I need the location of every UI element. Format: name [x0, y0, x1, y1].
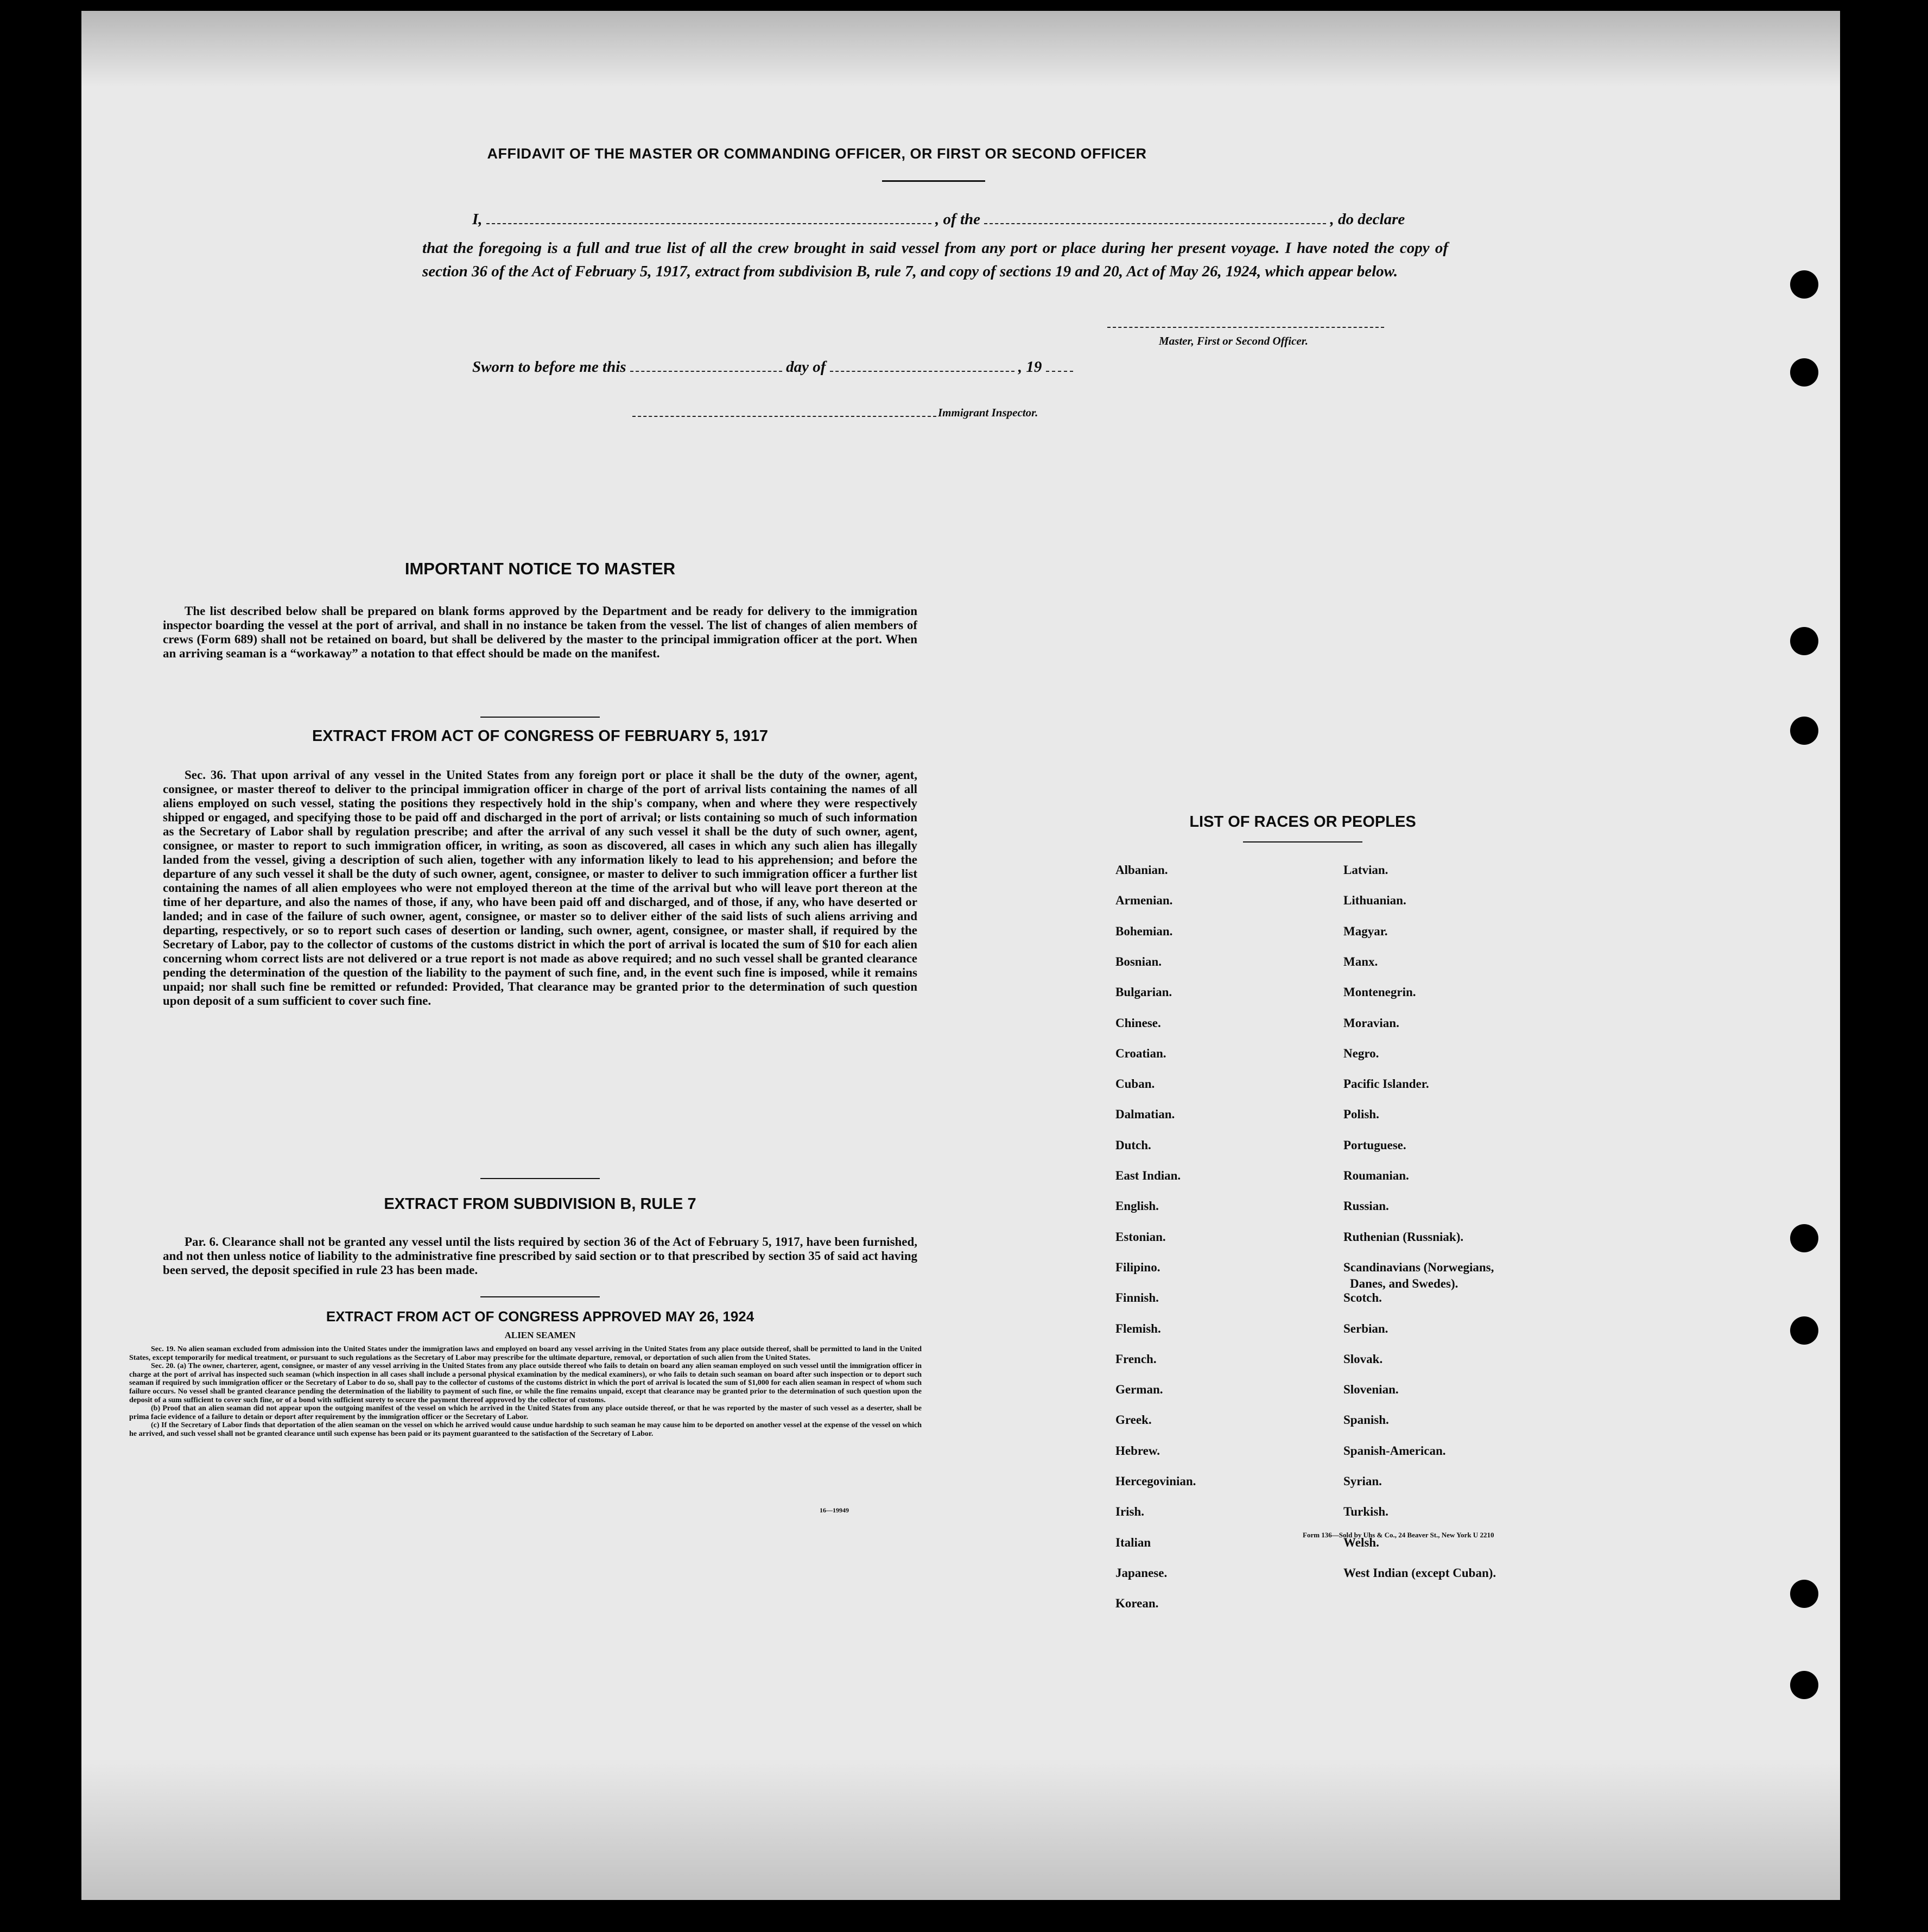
- punch-hole: [1790, 1671, 1818, 1699]
- extract-rule7-title: EXTRACT FROM SUBDIVISION B, RULE 7: [384, 1195, 696, 1213]
- race-item: West Indian (except Cuban).: [1343, 1566, 1496, 1580]
- race-item: English.: [1115, 1199, 1159, 1213]
- race-item: Pacific Islander.: [1343, 1077, 1429, 1091]
- races-divider: [1243, 841, 1362, 843]
- race-item: Dalmatian.: [1115, 1107, 1175, 1122]
- race-item: Syrian.: [1343, 1474, 1382, 1488]
- race-item: Portuguese.: [1343, 1138, 1406, 1152]
- scan-shadow-top: [81, 11, 1840, 87]
- race-item: Chinese.: [1115, 1016, 1161, 1030]
- race-item: Danes, and Swedes).: [1350, 1276, 1458, 1290]
- race-item: Flemish.: [1115, 1321, 1161, 1335]
- notice-text: The list described below shall be prepared on blank forms approved by the Department and be ready for delivery to the immigration inspector boarding the vessel at the port of arrival, and shall in no instance be taken from the vessel. The list of changes of alien members of crews (Form 689) shall not be retained on board, but shall be delivered by the master to the principal immigration officer at the port. When an arriving seaman is a “workaway” a notation to that effect should be made on the manifest.: [163, 604, 917, 660]
- extract-1924-title: EXTRACT FROM ACT OF CONGRESS APPROVED MAY 26, 1924: [326, 1308, 754, 1325]
- race-item: German.: [1115, 1383, 1163, 1397]
- race-item: Bosnian.: [1115, 954, 1162, 968]
- race-item: Ruthenian (Russniak).: [1343, 1230, 1464, 1244]
- form-note: Form 136—Sold by Uhs & Co., 24 Beaver St., New York U 2210: [1303, 1531, 1494, 1539]
- race-item: Montenegrin.: [1343, 985, 1416, 999]
- race-item: Italian: [1115, 1535, 1151, 1549]
- inspector-signature-blank[interactable]: [632, 416, 936, 417]
- title-divider: [882, 180, 985, 182]
- race-item: Slovenian.: [1343, 1383, 1399, 1397]
- race-item: Armenian.: [1115, 894, 1173, 908]
- sec-20b-text: (b) Proof that an alien seaman did not appear upon the outgoing manifest of the vessel on which he arrived in the United States from any place outside thereof, or that he was reported by the master of such vessel as a deserter, shall be prima facie evidence of a failure to detain or deport after requirement by the immigration officer or the Secretary of Labor.: [129, 1404, 922, 1421]
- race-item: Scotch.: [1343, 1291, 1382, 1305]
- race-item: Lithuanian.: [1343, 894, 1406, 908]
- race-item: Japanese.: [1115, 1566, 1168, 1580]
- sworn-year-blank[interactable]: [1046, 361, 1073, 372]
- race-item: French.: [1115, 1352, 1157, 1366]
- sworn-day-blank[interactable]: [630, 361, 782, 372]
- punch-hole: [1790, 1224, 1818, 1252]
- affidavit-title: AFFIDAVIT OF THE MASTER OR COMMANDING OFFICER, OR FIRST OR SECOND OFFICER: [487, 145, 1147, 162]
- affidavit-declaration-line: [472, 211, 1405, 229]
- affidavit-of-the-label: , of the: [935, 211, 981, 228]
- race-item: Turkish.: [1343, 1505, 1388, 1519]
- race-item: Hercegovinian.: [1115, 1474, 1196, 1488]
- race-item: Cuban.: [1115, 1077, 1155, 1091]
- notice-title: IMPORTANT NOTICE TO MASTER: [404, 559, 676, 578]
- race-item: Irish.: [1115, 1505, 1145, 1519]
- race-item: Bulgarian.: [1115, 985, 1172, 999]
- race-item: Croatian.: [1115, 1046, 1166, 1060]
- race-item: Spanish-American.: [1343, 1443, 1446, 1458]
- affidavit-i-label: I,: [472, 211, 483, 228]
- extract-1924-subtitle: ALIEN SEAMEN: [504, 1330, 576, 1340]
- sec-20a-text: Sec. 20. (a) The owner, charterer, agent, consignee, or master of any vessel arriving in the United States from any place outside thereof who fails to detain on board any alien seaman employed on such vessel until the immigration officer in charge at the port of arrival has inspected such seaman (which inspection in all cases shall include a personal physical examination by the medical examiners), or who fails to detain such seaman on board after such inspection or to deport such seaman if required by such immigration officer or the Secretary of Labor to do so, shall pay to the collector of customs of the customs district in which the port of arrival is located the sum of $1,000 for each alien seaman in respect of whom such failure occurs. No vessel shall be granted clearance pending the determination of the liability to payment of such fine, or while the fine remains unpaid, except that clearance may be granted prior to the determination of such question upon the deposit of a sum sufficient to cover such fine, or of a bond with sufficient surety to secure the payment thereof approved by the collector of customs.: [129, 1362, 922, 1404]
- extract-1917-text: Sec. 36. That upon arrival of any vessel in the United States from any foreign port or place it shall be the duty of the owner, agent, consignee, or master thereof to deliver to the principal immigration officer in charge of the port of arrival lists containing the names of all aliens employed on such vessel, stating the positions they respectively hold in the ship's company, when and where they were respectively shipped or engaged, and specifying those to be paid off and discharged in the port of arrival; or lists containing so much of such information as the Secretary of Labor shall by regulation prescribe; and after the arrival of any such vessel it shall be the duty of such owner, agent, consignee, or master to report to such immigration officer, in writing, as soon as discovered, all cases in which any such alien has illegally landed from the vessel, giving a description of such alien, together with any information likely to lead to his apprehension; and before the departure of any such vessel it shall be the duty of such owner, agent, consignee, or master to deliver to such immigration officer a further list containing the names of all alien employees who were not employed thereon at the time of the arrival but who will leave port thereon at the time of her departure, and also the names of those, if any, who have been paid off and discharged, and of those, if any, who have deserted or landed; and in case of the failure of such owner, agent, consignee, or master so to deliver either of the said lists of such aliens arriving and departing, respectively, or so to report such cases of desertion or landing, such owner, agent, consignee, or master shall, if required by the Secretary of Labor, pay to the collector of customs of the customs district in which the port of arrival is located the sum of $10 for each alien concerning whom correct lists are not delivered or a true report is not made as above required; and no such vessel shall be granted clearance pending the determination of the question of the liability to the payment of such fine, and, in the event such fine is imposed, while it remains unpaid; nor shall such fine be remitted or refunded: Provided, That clearance may be granted prior to the determination of such question upon deposit of a sum sufficient to cover such fine.: [163, 768, 917, 1008]
- affidavit-paragraph: that the foregoing is a full and true list of all the crew brought in said vessel from any port or place during her present voyage. I have noted the copy of section 36 of the Act of February 5, 1917, extract from subdivision B, rule 7, and copy of sections 19 and 20, Act of May 26, 1924, which appear below.: [422, 239, 1448, 280]
- race-item: Manx.: [1343, 954, 1378, 968]
- race-item: Korean.: [1115, 1597, 1159, 1611]
- race-item: Hebrew.: [1115, 1443, 1160, 1458]
- form-page: [81, 11, 1840, 1900]
- race-item: Latvian.: [1343, 863, 1388, 877]
- punch-hole: [1790, 627, 1818, 655]
- race-item: Greek.: [1115, 1413, 1152, 1427]
- scan-shadow-bottom: [81, 1759, 1840, 1900]
- race-item: Spanish.: [1343, 1413, 1389, 1427]
- master-caption: Master, First or Second Officer.: [1159, 334, 1308, 347]
- punch-hole: [1790, 717, 1818, 745]
- sworn-day-label: day of: [786, 358, 826, 376]
- race-item: Moravian.: [1343, 1016, 1399, 1030]
- race-item: Bohemian.: [1115, 924, 1173, 938]
- punch-hole: [1790, 1316, 1818, 1345]
- extract-rule7-text: Par. 6. Clearance shall not be granted any vessel until the lists required by section 36 of the Act of February 5, 1917, have been furnished, and not then unless notice of liability to the administrative fine prescribed by said section or to that prescribed by section 35 of said act having been served, the deposit specified in rule 23 has been made.: [163, 1235, 917, 1277]
- sworn-month-blank[interactable]: [830, 361, 1014, 372]
- sworn-prefix: Sworn to before me this: [472, 358, 626, 376]
- vessel-blank[interactable]: [984, 213, 1326, 224]
- sworn-year-label: , 19: [1018, 358, 1042, 376]
- section-divider: [480, 1178, 600, 1179]
- extract-1924-body: [129, 1345, 922, 1439]
- race-item: Negro.: [1343, 1046, 1379, 1060]
- inspector-caption: Immigrant Inspector.: [938, 406, 1038, 419]
- extract-1917-title: EXTRACT FROM ACT OF CONGRESS OF FEBRUARY 5, 1917: [312, 727, 769, 745]
- punch-hole: [1790, 270, 1818, 299]
- race-item: Dutch.: [1115, 1138, 1151, 1152]
- section-divider: [480, 1296, 600, 1297]
- race-item: Filipino.: [1115, 1260, 1160, 1274]
- race-item: Welsh.: [1343, 1535, 1379, 1549]
- race-item: Polish.: [1343, 1107, 1379, 1122]
- name-blank[interactable]: [486, 213, 931, 224]
- race-item: Scandinavians (Norwegians,: [1343, 1260, 1494, 1274]
- race-item: Roumanian.: [1343, 1169, 1409, 1182]
- affidavit-declare-label: , do declare: [1330, 211, 1405, 228]
- race-item: East Indian.: [1115, 1169, 1181, 1182]
- race-item: Serbian.: [1343, 1321, 1388, 1335]
- races-title: LIST OF RACES OR PEOPLES: [1189, 813, 1416, 831]
- section-divider: [480, 717, 600, 718]
- sec-20c-text: (c) If the Secretary of Labor finds that deportation of the alien seaman on the vessel on which he arrived would cause undue hardship to such seaman he may cause him to be deported on another vessel at the expense of the vessel on which he arrived, and such vessel shall not be granted clearance until such expense has been paid or its payment guaranteed to the satisfaction of the Secretary of Labor.: [129, 1421, 922, 1438]
- punch-hole: [1790, 1580, 1818, 1608]
- master-signature-blank[interactable]: [1107, 327, 1384, 328]
- race-item: Finnish.: [1115, 1291, 1159, 1305]
- sworn-line: [472, 358, 1073, 376]
- race-item: Albanian.: [1115, 863, 1168, 877]
- race-item: Slovak.: [1343, 1352, 1383, 1366]
- sec-19-text: Sec. 19. No alien seaman excluded from admission into the United States under the immigration laws and employed on board any vessel arriving in the United States from any place outside thereof, shall be permitted to land in the United States, except temporarily for medical treatment, or pursuant to such regulations as the Secretary of Labor may prescribe for the ultimate departure, removal, or deportation of such alien from the United States.: [129, 1345, 922, 1362]
- print-code: 16—19949: [820, 1506, 849, 1514]
- race-item: Estonian.: [1115, 1230, 1166, 1244]
- race-item: Magyar.: [1343, 924, 1388, 938]
- race-item: Russian.: [1343, 1199, 1389, 1213]
- punch-hole: [1790, 358, 1818, 387]
